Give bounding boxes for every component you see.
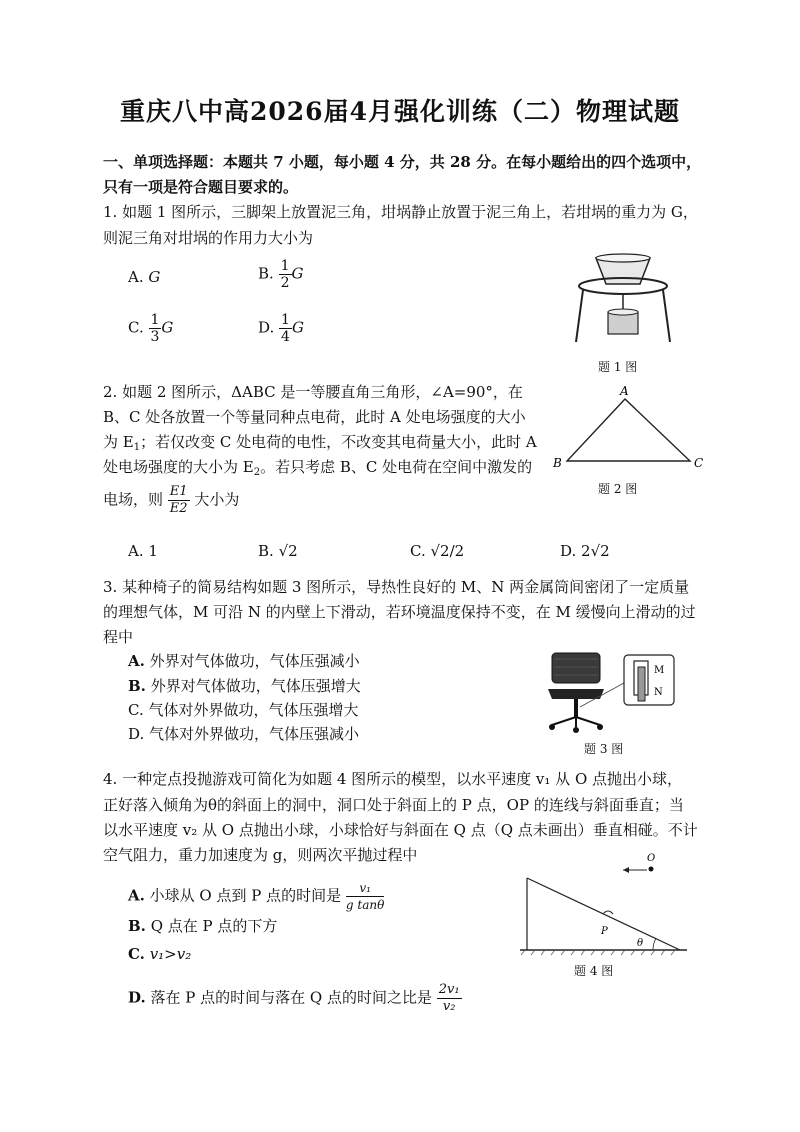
q3-stem-line1: 3. 某种椅子的简易结构如题 3 图所示，导热性良好的 M、N 两金属筒间密闭了一定质量 xyxy=(103,578,690,596)
q2-stem-line4: 处电场强度的大小为 $E_2$。若只考虑 B、C 处电荷在空间中激发的 xyxy=(103,458,533,478)
q3-figure-caption: 题 3 图 xyxy=(584,742,624,756)
label-n: N xyxy=(654,687,663,698)
q3-option-a: A. 外界对气体做功，气体压强减小 xyxy=(128,652,360,670)
q2-stem-line1: 2. 如题 2 图所示，ΔABC 是一等腰直角三角形，∠A=90°，在 xyxy=(103,383,523,401)
q2-figure-caption: 题 2 图 xyxy=(598,482,638,496)
q4-figure-caption: 题 4 图 xyxy=(574,964,614,978)
q4-option-c: C. v₁>v₂ xyxy=(128,945,192,963)
section-heading-line1: 一、单项选择题：本题共 7 小题，每小题 4 分，共 28 分。在每小题给出的四个选项中， xyxy=(103,153,702,171)
page-title: 重庆八中高2026届4月强化训练（二）物理试题 xyxy=(120,97,680,126)
q1-option-b: B. $\frac{1}{2}$ G xyxy=(258,258,304,291)
q1-option-a: A. G xyxy=(128,268,161,286)
q3-stem-line3: 程中 xyxy=(103,628,134,646)
tripod-crucible-figure xyxy=(568,250,678,350)
label-m: M xyxy=(654,665,665,676)
q2-option-c: C. √2/2 xyxy=(410,542,465,560)
label-o: O xyxy=(647,853,656,864)
q3-stem-line2: 的理想气体，M 可沿 N 的内壁上下滑动，若环境温度保持不变，在 M 缓慢向上滑动的过 xyxy=(103,603,696,621)
q4-option-a: A. 小球从 O 点到 P 点的时间是 $\frac{\text{v₁}}{\text{g tanθ}}$ xyxy=(128,881,385,912)
q2-stem-line5: 电场，则 $\frac{E1}{E2}$ 大小为 xyxy=(103,484,240,516)
q3-option-d: D. 气体对外界做功，气体压强减小 xyxy=(128,725,360,743)
q2-stem-line3: 为 $E_1$；若仅改变 C 处电荷的电性，不改变其电荷量大小，此时 A xyxy=(103,433,537,453)
triangle-abc-figure xyxy=(545,385,715,475)
q2-option-d: D. 2√2 xyxy=(560,542,610,560)
office-chair-figure xyxy=(540,645,680,735)
incline-projectile-figure xyxy=(515,848,695,958)
q4-option-b: B. Q 点在 P 点的下方 xyxy=(128,917,278,935)
label-theta: θ xyxy=(637,938,644,949)
q2-stem-line2: B、C 处各放置一个等量同种点电荷，此时 A 处电场强度的大小 xyxy=(103,408,526,426)
q4-stem-line1: 4. 一种定点投抛游戏可简化为如题 4 图所示的模型，以水平速度 v₁ 从 O 点抛出小球， xyxy=(103,770,683,788)
q4-stem-line4: 空气阻力，重力加速度为 g，则两次平抛过程中 xyxy=(103,846,418,864)
q4-stem-line2: 正好落入倾角为θ的斜面上的洞中，洞口处于斜面上的 P 点，OP 的连线与斜面垂直；当 xyxy=(103,796,684,814)
q3-option-c: C. 气体对外界做功，气体压强增大 xyxy=(128,701,359,719)
q1-stem-line1: 1. 如题 1 图所示，三脚架上放置泥三角，坩埚静止放置于泥三角上，若坩埚的重力为 G， xyxy=(103,203,698,221)
q2-option-a: A. 1 xyxy=(128,542,158,560)
q3-option-b: B. 外界对气体做功，气体压强增大 xyxy=(128,677,361,695)
q4-option-d: D. 落在 P 点的时间与落在 Q 点的时间之比是 $\frac{\text{2v₁}}{\text{v₂}}$ xyxy=(128,982,460,1014)
q1-option-d: D. $\frac{1}{4}$ G xyxy=(258,312,304,345)
q2-option-b: B. √2 xyxy=(258,542,298,560)
label-p: P xyxy=(601,926,608,937)
q4-stem-line3: 以水平速度 v₂ 从 O 点抛出小球，小球恰好与斜面在 Q 点（Q 点未画出）垂直相碰。不计 xyxy=(103,821,698,839)
vertex-a-label: A xyxy=(620,385,629,398)
q1-stem-line2: 则泥三角对坩埚的作用力大小为 xyxy=(103,229,314,247)
q1-option-c: C. $\frac{1}{3}$ G xyxy=(128,312,174,345)
q1-figure-caption: 题 1 图 xyxy=(598,360,638,374)
vertex-b-label: B xyxy=(553,456,562,470)
vertex-c-label: C xyxy=(694,456,704,470)
section-heading-line2: 只有一项是符合题目要求的。 xyxy=(103,178,299,196)
